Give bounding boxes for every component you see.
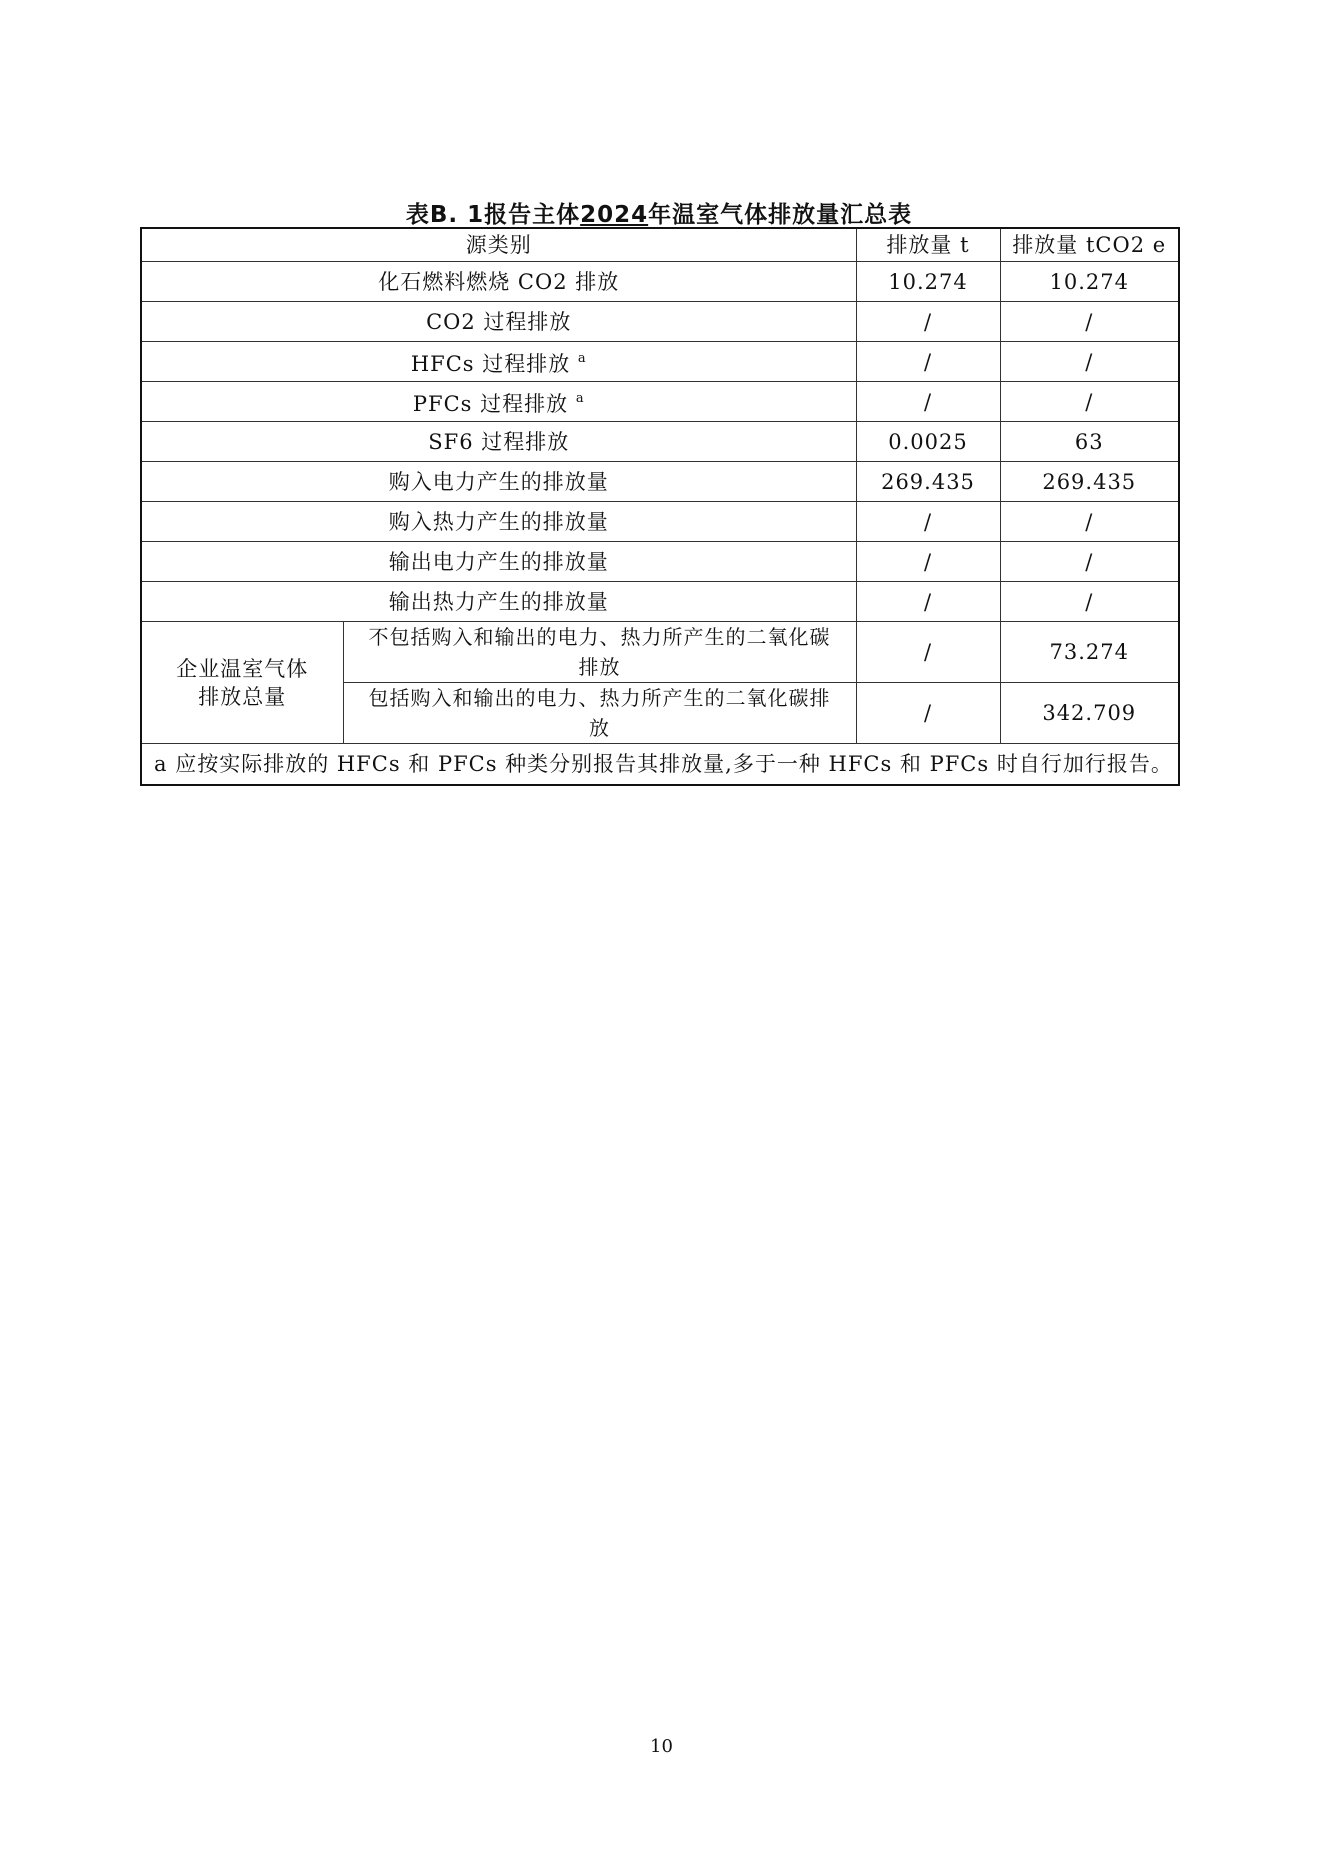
footnote-marker: a <box>575 391 585 406</box>
row-value-t: / <box>856 542 1000 582</box>
row-value-co2e: / <box>1000 342 1179 382</box>
row-label <box>141 302 856 342</box>
footnote-row <box>141 744 1179 786</box>
row-value-co2e: / <box>1000 542 1179 582</box>
row-label-text: 输出热力产生的排放量 <box>388 589 609 614</box>
total-excluding-label <box>343 622 856 683</box>
total-excluding-line1: 不包括购入和输出的电力、热力所产生的二氧化碳 <box>368 625 831 649</box>
total-label-line2: 排放总量 <box>198 684 287 709</box>
total-excluding-t: / <box>856 622 1000 683</box>
total-including-line2: 放 <box>589 716 610 740</box>
row-value-co2e: 269.435 <box>1000 462 1179 502</box>
emissions-summary-table <box>140 227 1180 786</box>
total-including-line1: 包括购入和输出的电力、热力所产生的二氧化碳排 <box>368 686 831 710</box>
footnote-marker: a <box>577 351 587 366</box>
row-label-text: 输出电力产生的排放量 <box>388 549 609 574</box>
row-label <box>141 542 856 582</box>
table-header-row <box>141 228 1179 262</box>
row-value-t: / <box>856 582 1000 622</box>
row-value-co2e: 10.274 <box>1000 262 1179 302</box>
table-row <box>141 502 1179 542</box>
total-row-excluding <box>141 622 1179 683</box>
row-value-t: 10.274 <box>856 262 1000 302</box>
row-value-co2e: / <box>1000 382 1179 422</box>
row-label <box>141 502 856 542</box>
row-value-co2e: 63 <box>1000 422 1179 462</box>
table-row <box>141 582 1179 622</box>
table-row <box>141 382 1179 422</box>
header-emission-tco2e: 排放量 tCO2 e <box>1000 228 1179 262</box>
total-label-line1: 企业温室气体 <box>176 656 309 681</box>
table-title <box>140 196 1178 229</box>
row-label-text: HFCs 过程排放 <box>410 352 571 376</box>
row-label <box>141 462 856 502</box>
row-value-t: / <box>856 502 1000 542</box>
total-including-label <box>343 683 856 744</box>
row-label-text: 化石燃料燃烧 CO2 排放 <box>378 269 620 294</box>
row-label <box>141 582 856 622</box>
row-value-t: / <box>856 302 1000 342</box>
total-label <box>141 622 343 744</box>
row-label-text: SF6 过程排放 <box>428 429 570 454</box>
row-value-co2e: / <box>1000 302 1179 342</box>
table-row <box>141 462 1179 502</box>
row-label-text: 购入热力产生的排放量 <box>388 509 609 534</box>
row-label-text: PFCs 过程排放 <box>412 392 569 416</box>
total-excluding-line2: 排放 <box>578 655 621 679</box>
row-value-t: 0.0025 <box>856 422 1000 462</box>
table-row <box>141 302 1179 342</box>
header-source-category: 源类别 <box>141 228 856 262</box>
table-row <box>141 262 1179 302</box>
table-title-year: 2024 <box>580 202 649 228</box>
table-row <box>141 342 1179 382</box>
row-label-text: 购入电力产生的排放量 <box>388 469 609 494</box>
row-value-t: 269.435 <box>856 462 1000 502</box>
total-excluding-co2e: 73.274 <box>1000 622 1179 683</box>
table-title-prefix: 表B. 1报告主体 <box>405 202 581 228</box>
row-label-text: CO2 过程排放 <box>426 309 572 334</box>
page-number: 10 <box>650 1736 673 1757</box>
header-emission-t: 排放量 t <box>856 228 1000 262</box>
row-label <box>141 342 856 382</box>
row-value-t: / <box>856 342 1000 382</box>
total-including-t: / <box>856 683 1000 744</box>
row-label <box>141 262 856 302</box>
row-value-co2e: / <box>1000 502 1179 542</box>
footnote-text: a 应按实际排放的 HFCs 和 PFCs 种类分别报告其排放量,多于一种 HFCs 和 PFCs 时自行加行报告。 <box>141 744 1179 786</box>
row-value-co2e: / <box>1000 582 1179 622</box>
total-including-co2e: 342.709 <box>1000 683 1179 744</box>
table-row <box>141 542 1179 582</box>
row-label <box>141 422 856 462</box>
table-row <box>141 422 1179 462</box>
table-title-suffix: 年温室气体排放量汇总表 <box>648 202 913 228</box>
row-value-t: / <box>856 382 1000 422</box>
row-label <box>141 382 856 422</box>
